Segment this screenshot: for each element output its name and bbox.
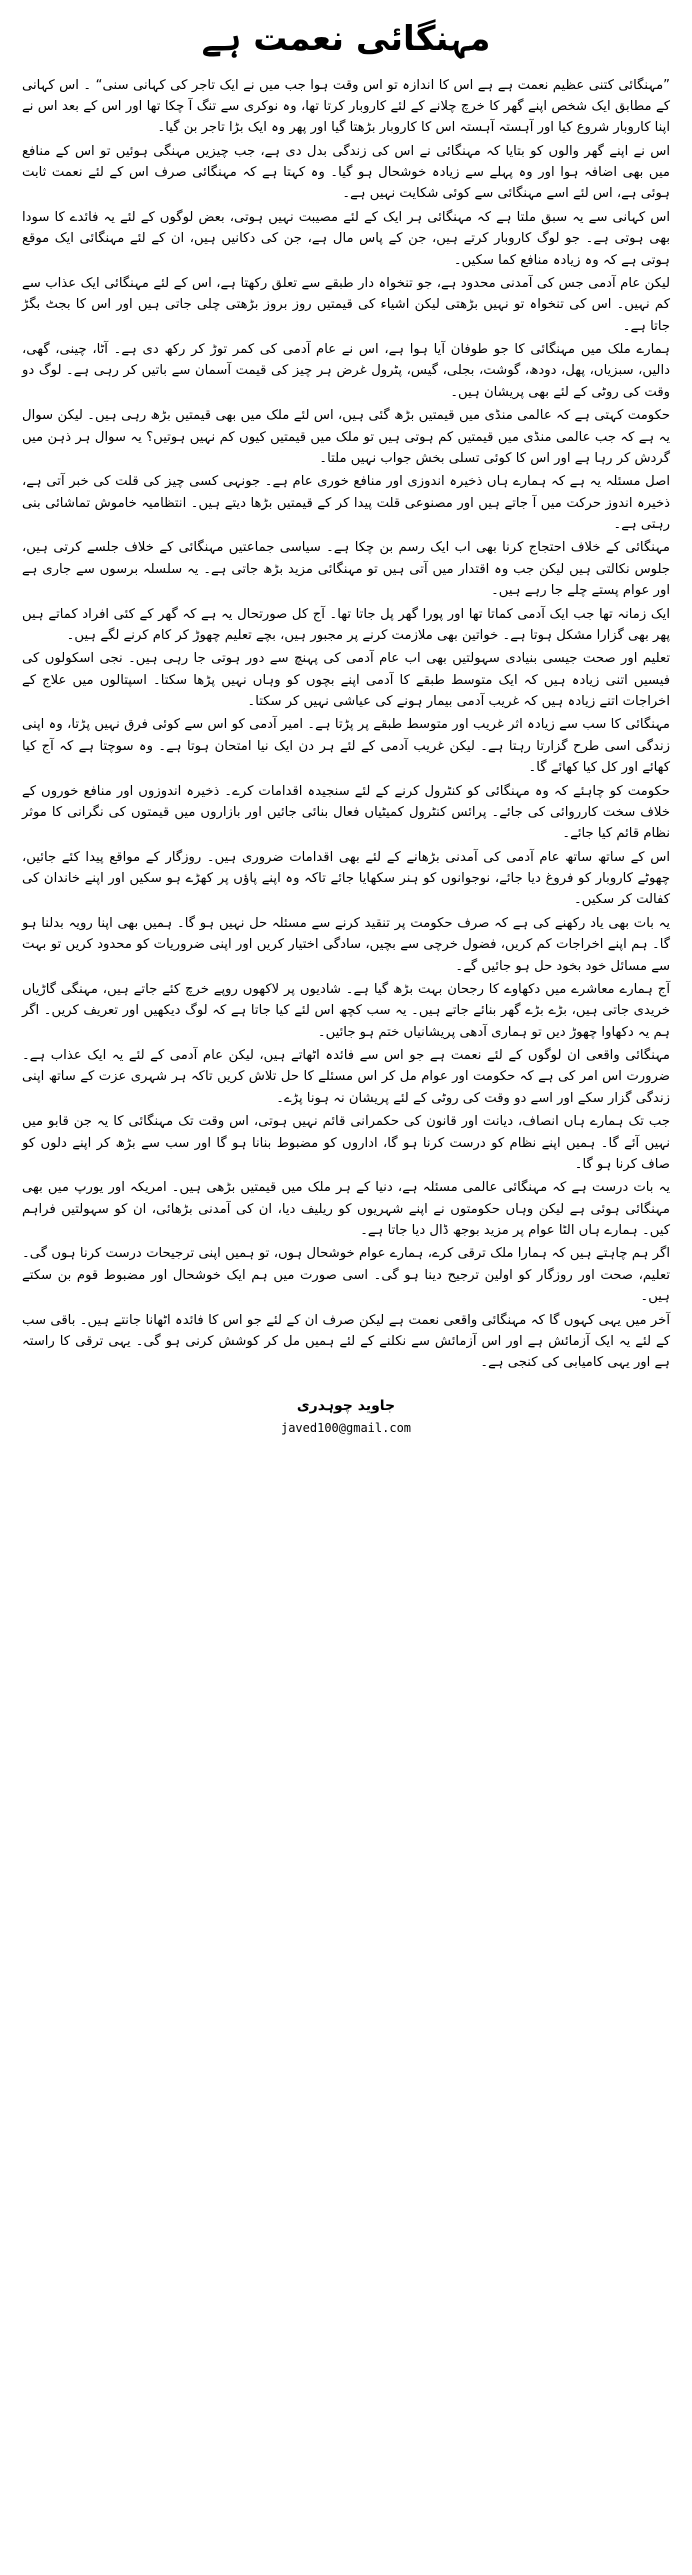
author-email[interactable]: javed100@gmail.com [280, 1420, 412, 1435]
article-paragraph: اگر ہم چاہتے ہیں کہ ہمارا ملک ترقی کرے، ہمارے عوام خوشحال ہوں، تو ہمیں اپنی ترجیحات درست کرنا ہوں گی۔ تعلیم، صحت اور روزگار کو اولین ترجیح دینا ہو گی۔ اسی صورت میں ہم ایک خوشحال اور مضبوط قوم بن سکتے ہیں۔ [22, 1246, 670, 1305]
article-paragraph: حکومت کہتی ہے کہ عالمی منڈی میں قیمتیں بڑھ گئی ہیں، اس لئے ملک میں بھی قیمتیں بڑھ رہی ہیں۔ لیکن سوال یہ ہے کہ جب عالمی منڈی میں قیمتیں کم ہوتی ہیں تو ملک میں قیمتیں کیوں کم نہیں ہوتیں؟ یہ سوال ہر ذہن میں گردش کر رہا ہے اور اس کا کوئی تسلی بخش جواب نہیں ملتا۔ [22, 408, 670, 466]
article-paragraph: ہمارے ملک میں مہنگائی کا جو طوفان آیا ہوا ہے، اس نے عام آدمی کی کمر توڑ کر رکھ دی ہے۔ آٹا، چینی، گھی، دالیں، سبزیاں، پھل، دودھ، گوشت، بجلی، گیس، پٹرول غرض ہر چیز کی قیمت آسمان سے باتیں کر رہی ہے۔ لوگ دو وقت کی روٹی کے لئے بھی پریشان ہیں۔ [22, 342, 670, 400]
article-paragraph: مہنگائی کے خلاف احتجاج کرنا بھی اب ایک رسم بن چکا ہے۔ سیاسی جماعتیں مہنگائی کے خلاف جلسے کرتی ہیں، جلوس نکالتی ہیں لیکن جب وہ اقتدار میں آتی ہیں تو مہنگائی مزید بڑھ جاتی ہے۔ یہ سلسلہ برسوں سے جاری ہے اور عوام پستے چلے جا رہے ہیں۔ [22, 540, 670, 599]
article-paragraph: مہنگائی واقعی ان لوگوں کے لئے نعمت ہے جو اس سے فائدہ اٹھاتے ہیں، لیکن عام آدمی کے لئے یہ ایک عذاب ہے۔ ضرورت اس امر کی ہے کہ حکومت اور عوام مل کر اس مسئلے کا حل تلاش کریں تاکہ ہر شہری عزت کے ساتھ اپنی زندگی گزار سکے اور اسے دو وقت کی روٹی کے لئے پریشان نہ ہونا پڑے۔ [22, 1048, 670, 1106]
page-title: مہنگائی نعمت ہے [201, 19, 491, 59]
article-paragraph: ایک زمانہ تھا جب ایک آدمی کماتا تھا اور پورا گھر پل جاتا تھا۔ آج کل صورتحال یہ ہے کہ گھر کے کئی افراد کماتے ہیں پھر بھی گزارا مشکل ہوتا ہے۔ خواتین بھی ملازمت کرنے پر مجبور ہیں، بچے تعلیم چھوڑ کر کام کرنے لگے ہیں۔ [22, 606, 670, 643]
article-paragraph: حکومت کو چاہئے کہ وہ مہنگائی کو کنٹرول کرنے کے لئے سنجیدہ اقدامات کرے۔ ذخیرہ اندوزوں اور منافع خوروں کے خلاف سخت کارروائی کی جائے۔ پرائس کنٹرول کمیٹیاں فعال بنائی جائیں اور بازاروں میں قیمتوں کی نگرانی کا موثر نظام قائم کیا جائے۔ [22, 783, 670, 842]
author-byline [22, 1396, 670, 1437]
article-paragraph: آخر میں یہی کہوں گا کہ مہنگائی واقعی نعمت ہے لیکن صرف ان کے لئے جو اس کا فائدہ اٹھانا جانتے ہیں۔ باقی سب کے لئے یہ ایک آزمائش ہے اور اس آزمائش سے نکلنے کے لئے ہمیں مل کر کوشش کرنی ہو گی۔ یہی ترقی کا راستہ ہے اور یہی کامیابی کی کنجی ہے۔ [22, 1312, 670, 1371]
article-paragraph: یہ بات بھی یاد رکھنے کی ہے کہ صرف حکومت پر تنقید کرنے سے مسئلہ حل نہیں ہو گا۔ ہمیں بھی اپنا رویہ بدلنا ہو گا۔ ہم اپنے اخراجات کم کریں، فضول خرچی سے بچیں، سادگی اختیار کریں اور اپنی ضروریات کو محدود کریں تو بہت سے مسائل خود بخود حل ہو جائیں گے۔ [22, 915, 670, 974]
article-paragraph: جب تک ہمارے ہاں انصاف، دیانت اور قانون کی حکمرانی قائم نہیں ہوتی، اس وقت تک مہنگائی کا یہ جن قابو میں نہیں آئے گا۔ ہمیں اپنے نظام کو درست کرنا ہو گا، اداروں کو مضبوط بنانا ہو گا اور سب سے بڑھ کر اپنے دلوں کو صاف کرنا ہو گا۔ [22, 1114, 670, 1172]
article-body [22, 75, 670, 1374]
article-paragraph: ”مہنگائی کتنی عظیم نعمت ہے ہے اس کا اندازہ تو اس وقت ہوا جب میں نے ایک تاجر کی کہانی سنی“ ۔ اس کہانی کے مطابق ایک شخص اپنے گھر کا خرچ چلانے کے لئے کاروبار کرتا تھا، وہ نوکری سے تنگ آ چکا تھا اور اس کے بعد اس نے اپنا کاروبار شروع کیا اور آہستہ آہستہ اس کا کاروبار بڑھتا گیا اور پھر وہ ایک بڑا تاجر بن گیا۔ [22, 77, 670, 136]
article-paragraph: اس کہانی سے یہ سبق ملتا ہے کہ مہنگائی ہر ایک کے لئے مصیبت نہیں ہوتی، بعض لوگوں کے لئے یہ فائدے کا سودا بھی ہوتی ہے۔ جو لوگ کاروبار کرتے ہیں، جن کے پاس مال ہے، جن کی دکانیں ہیں، ان کے لئے مہنگائی ایک موقع ہوتی ہے کہ وہ زیادہ منافع کما سکیں۔ [22, 209, 670, 268]
article-paragraph: مہنگائی کا سب سے زیادہ اثر غریب اور متوسط طبقے پر پڑتا ہے۔ امیر آدمی کو اس سے کوئی فرق نہیں پڑتا، وہ اپنی زندگی اسی طرح گزارتا رہتا ہے۔ لیکن غریب آدمی کے لئے ہر دن ایک نیا امتحان ہوتا ہے۔ وہ سوچتا ہے کہ آج کیا کھائے اور کل کیا کھائے گا۔ [22, 717, 670, 776]
article-paragraph: لیکن عام آدمی جس کی آمدنی محدود ہے، جو تنخواہ دار طبقے سے تعلق رکھتا ہے، اس کے لئے مہنگائی ایک عذاب سے کم نہیں۔ اس کی تنخواہ تو نہیں بڑھتی لیکن اشیاء کی قیمتیں روز بروز بڑھتی چلی جاتی ہیں اور اس کا بجٹ بگڑ جاتا ہے۔ [22, 275, 670, 334]
author-name: جاوید چوہدری [296, 1397, 396, 1414]
article-paragraph: اس نے اپنے گھر والوں کو بتایا کہ مہنگائی نے اس کی زندگی بدل دی ہے، جب چیزیں مہنگی ہوئیں تو اس کے منافع میں بھی اضافہ ہوا اور وہ پہلے سے زیادہ خوشحال ہو گیا۔ وہ کہتا ہے کہ مہنگائی صرف اس کے لئے نعمت ثابت ہوئی ہے، اس لئے اسے مہنگائی سے کوئی شکایت نہیں ہے۔ [22, 143, 670, 202]
article-paragraph: اس کے ساتھ ساتھ عام آدمی کی آمدنی بڑھانے کے لئے بھی اقدامات ضروری ہیں۔ روزگار کے مواقع پیدا کئے جائیں، چھوٹے کاروبار کو فروغ دیا جائے، نوجوانوں کو ہنر سکھایا جائے تاکہ وہ اپنے پاؤں پر کھڑے ہو سکیں اور اپنے خاندان کی کفالت کر سکیں۔ [22, 849, 670, 908]
article-paragraph: یہ بات درست ہے کہ مہنگائی عالمی مسئلہ ہے، دنیا کے ہر ملک میں قیمتیں بڑھی ہیں۔ امریکہ اور یورپ میں بھی مہنگائی ہوئی ہے لیکن وہاں حکومتوں نے اپنے شہریوں کو ریلیف دیا، ان کی آمدنی بڑھائی، ان کو سہولتیں فراہم کیں۔ ہمارے ہاں الٹا عوام پر مزید بوجھ ڈال دیا جاتا ہے۔ [22, 1180, 670, 1238]
article-paragraph: آج ہمارے معاشرے میں دکھاوے کا رجحان بہت بڑھ گیا ہے۔ شادیوں پر لاکھوں روپے خرچ کئے جاتے ہیں، مہنگی گاڑیاں خریدی جاتی ہیں، بڑے بڑے گھر بنائے جاتے ہیں۔ یہ سب کچھ اس لئے کیا جاتا ہے کہ لوگ دیکھیں اور تعریف کریں۔ اگر ہم یہ دکھاوا چھوڑ دیں تو ہماری آدھی پریشانیاں ختم ہو جائیں۔ [22, 981, 670, 1040]
article-paragraph: تعلیم اور صحت جیسی بنیادی سہولتیں بھی اب عام آدمی کی پہنچ سے دور ہوتی جا رہی ہیں۔ نجی اسکولوں کی فیسیں اتنی زیادہ ہیں کہ ایک متوسط طبقے کا آدمی اپنے بچوں کو وہاں نہیں پڑھا سکتا۔ اسپتالوں میں علاج کے اخراجات اتنے زیادہ ہیں کہ غریب آدمی بیمار ہونے کی عیاشی نہیں کر سکتا۔ [22, 651, 670, 709]
article-paragraph: اصل مسئلہ یہ ہے کہ ہمارے ہاں ذخیرہ اندوزی اور منافع خوری عام ہے۔ جونہی کسی چیز کی قلت کی خبر آتی ہے، ذخیرہ اندوز حرکت میں آ جاتے ہیں اور مصنوعی قلت پیدا کر کے قیمتیں بڑھا دیتے ہیں۔ انتظامیہ خاموش تماشائی بنی رہتی ہے۔ [22, 474, 670, 532]
